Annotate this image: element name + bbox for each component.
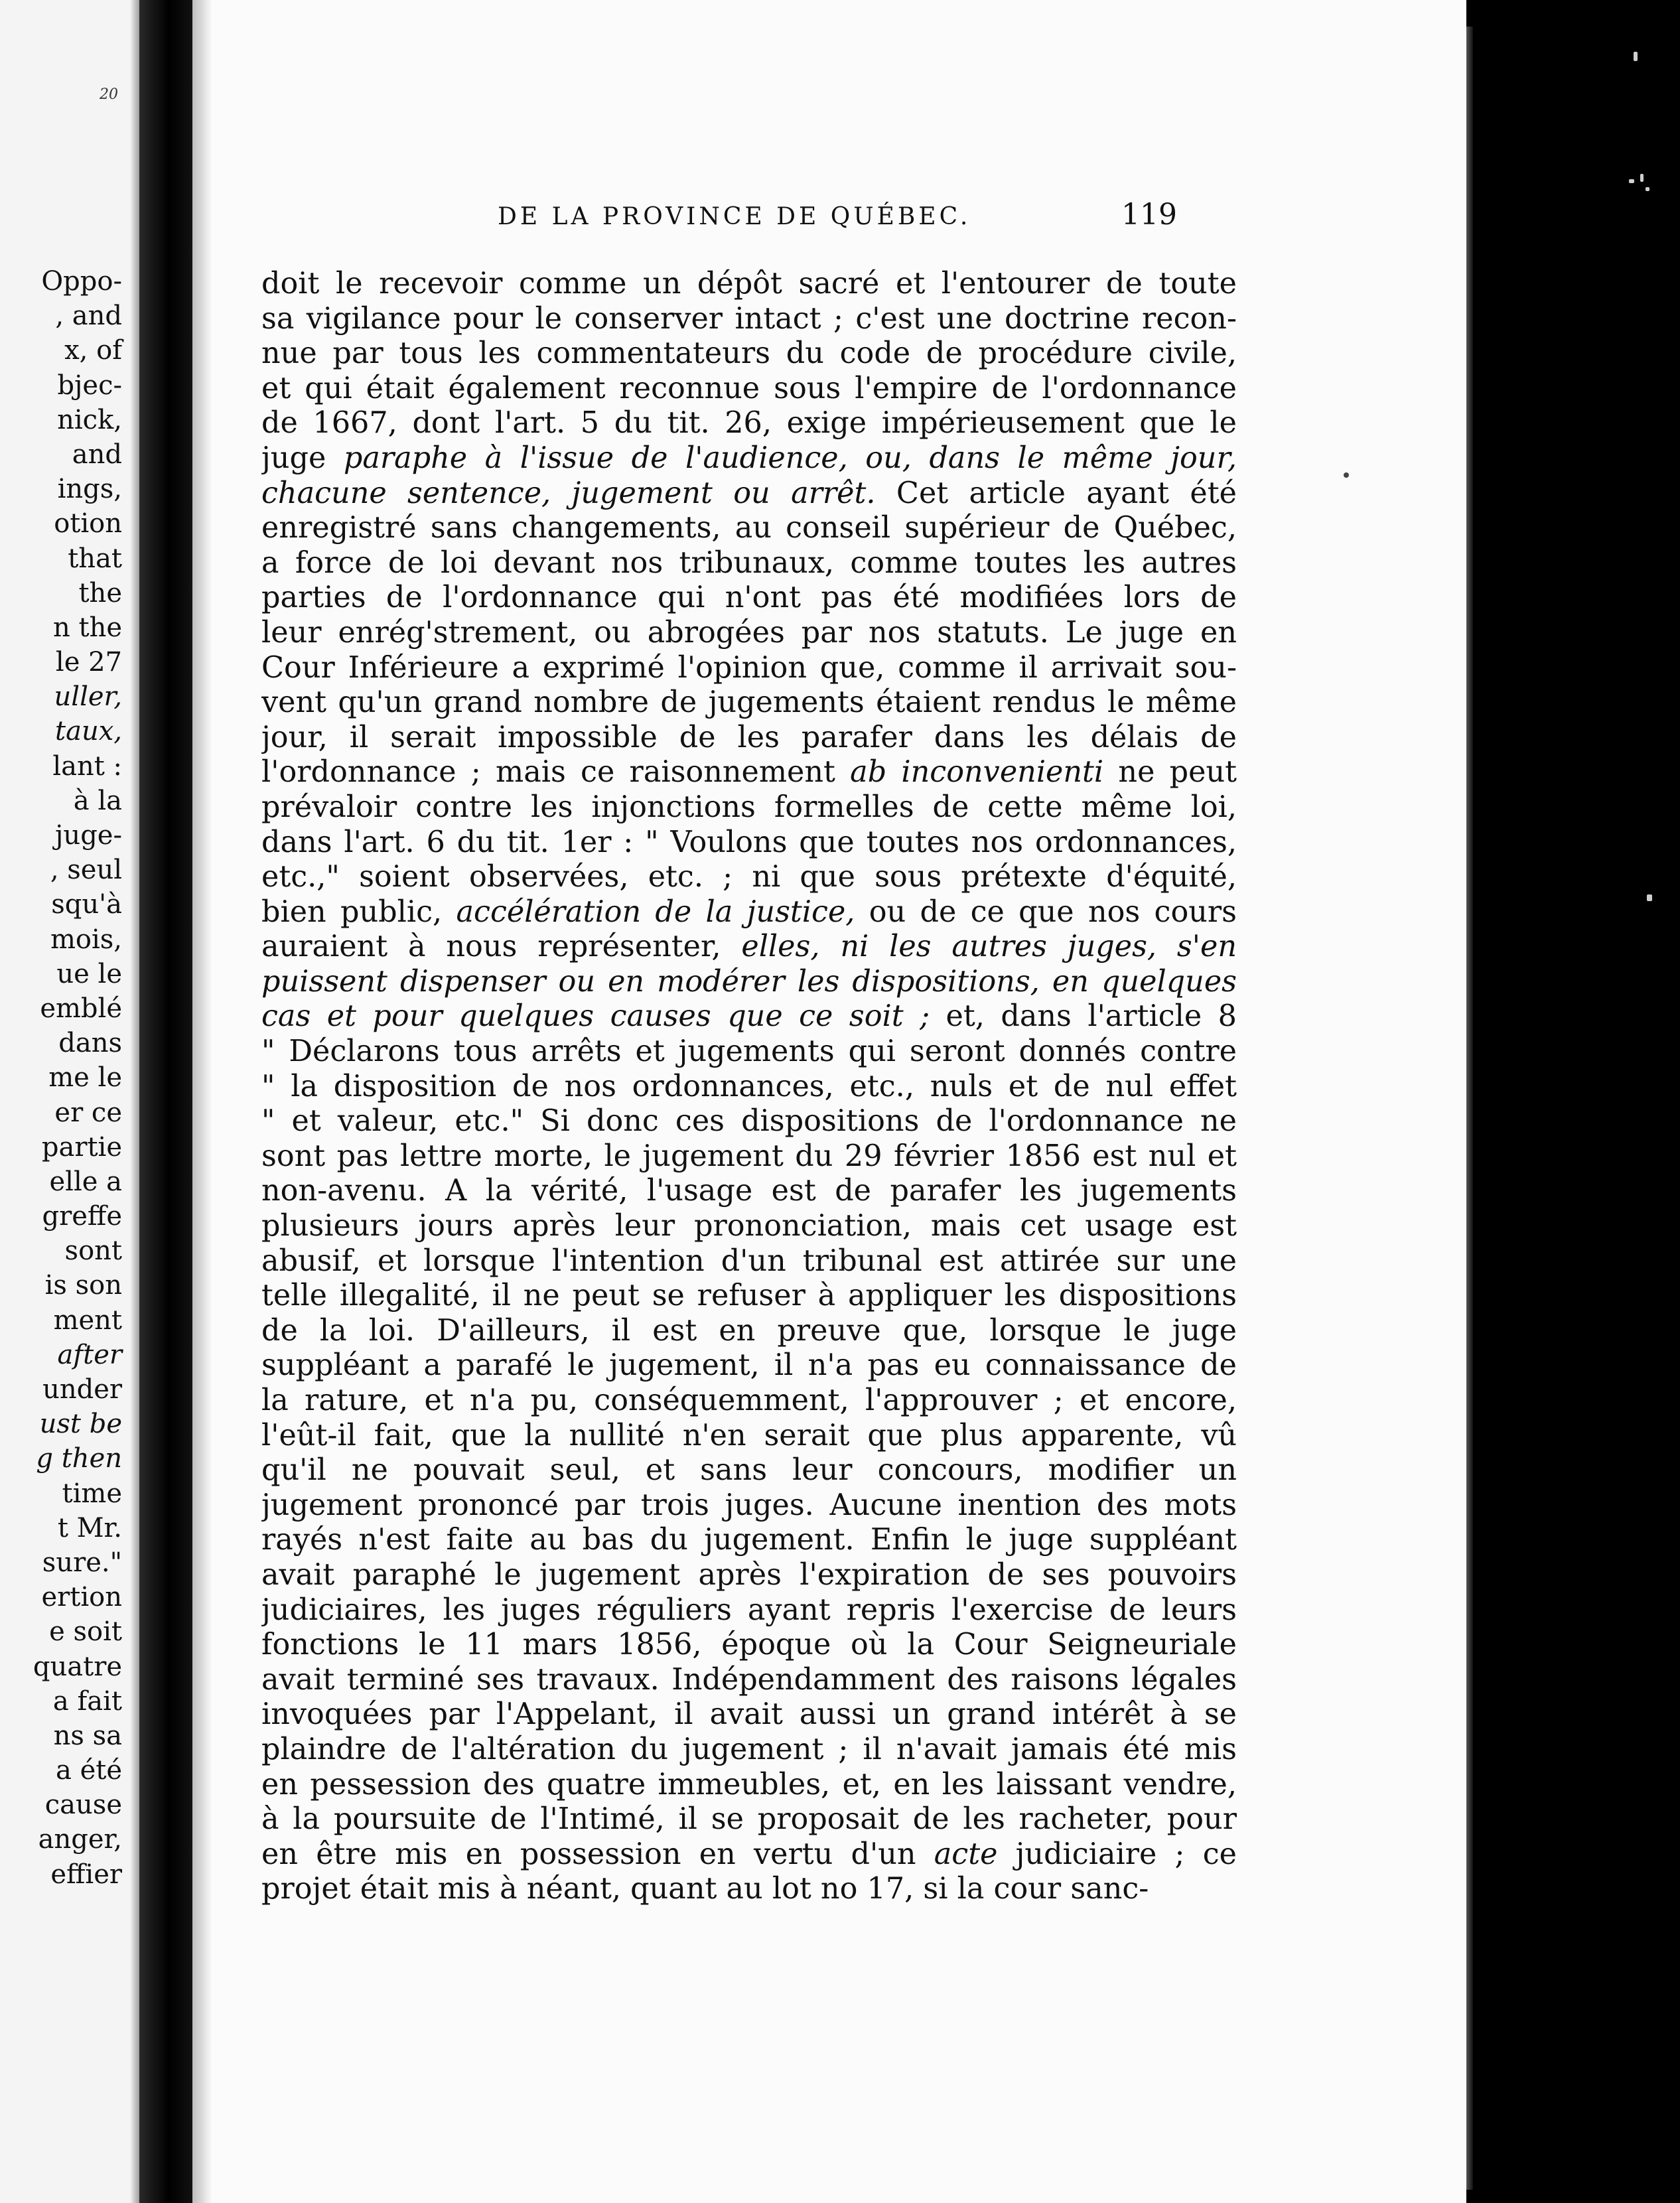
text-line <box>261 406 1237 441</box>
right-scanner-board <box>1466 0 1680 2203</box>
text-line <box>261 1034 1237 1070</box>
text-span: rayés n'est faite au bas du jugement. Enfin le juge suppléant <box>261 1523 1237 1557</box>
text-span: et, dans l'article 8 <box>930 999 1237 1034</box>
text-line <box>261 1139 1237 1174</box>
left-page-line: le 27 <box>55 647 122 678</box>
left-page-text-column <box>0 264 122 1892</box>
left-page-edge-shadow <box>130 0 139 2203</box>
left-page-line: taux, <box>55 716 122 747</box>
text-span: sont pas lettre morte, le jugement du 29 février 1856 est nul et <box>261 1139 1237 1173</box>
text-line <box>261 1558 1237 1593</box>
text-line <box>261 1488 1237 1524</box>
left-page-line: me le <box>48 1062 122 1094</box>
text-line <box>261 1244 1237 1279</box>
left-page-line: g then <box>36 1443 122 1474</box>
left-page-line: a fait <box>52 1685 122 1717</box>
text-span: leur enrég'strement, ou abrogées par nos statuts. Le juge en <box>261 615 1237 650</box>
left-page-line: and <box>72 439 122 470</box>
text-span: de la loi. D'ailleurs, il est en preuve que, lorsque le juge <box>261 1313 1237 1348</box>
text-line <box>261 860 1237 895</box>
text-span: " et valeur, etc." Si donc ces dispositions de l'ordonnance ne <box>261 1104 1237 1139</box>
text-line <box>261 302 1237 337</box>
left-page-mark: 20 <box>100 86 118 103</box>
board-edge-strip <box>1466 27 1473 2190</box>
text-line <box>261 1419 1237 1454</box>
text-line <box>261 965 1237 1000</box>
text-span: ne peut <box>1103 755 1237 790</box>
page-inner-shadow <box>192 0 212 2203</box>
text-span: avait paraphé le jugement après l'expiration de ses pouvoirs <box>261 1557 1237 1592</box>
text-span: invoquées par l'Appelant, il avait aussi un grand intérêt à se <box>261 1697 1237 1732</box>
text-line <box>261 721 1237 756</box>
text-line <box>261 1663 1237 1698</box>
text-line <box>261 267 1237 302</box>
board-speck <box>1645 187 1649 191</box>
text-span: bien public, <box>261 894 456 929</box>
left-page-line: ust be <box>39 1409 122 1440</box>
text-span: projet était mis à néant, quant au lot no 17, si la cour sanc- <box>261 1872 1149 1906</box>
left-page-line: er ce <box>54 1097 122 1128</box>
text-span: a force de loi devant nos tribunaux, comme toutes les autres <box>261 545 1237 580</box>
text-span: judiciaires, les juges réguliers ayant repris l'exercise de leurs <box>261 1593 1237 1627</box>
text-line <box>261 1348 1237 1384</box>
book-gutter <box>139 0 192 2203</box>
text-span: avait terminé ses travaux. Indépendamment des raisons légales <box>261 1662 1237 1697</box>
text-span: l'ordonnance ; mais ce raisonnement <box>261 755 851 790</box>
left-page-line: à la <box>73 785 122 816</box>
left-page-line: greffe <box>42 1201 122 1232</box>
text-line <box>261 441 1237 476</box>
left-page-line: juge- <box>55 820 122 851</box>
text-line <box>261 616 1237 651</box>
left-page-line: mois, <box>50 924 122 955</box>
text-line <box>261 1628 1237 1663</box>
text-line <box>261 581 1237 616</box>
left-facing-page <box>0 0 139 2203</box>
left-page-line: n the <box>53 612 122 643</box>
left-page-line: a été <box>56 1755 122 1786</box>
left-page-line: uller, <box>54 681 122 713</box>
text-span: l'eût-il fait, que la nullité n'en serait que plus apparente, vû <box>261 1418 1237 1453</box>
text-span: plaindre de l'altération du jugement ; il n'avait jamais été mis <box>261 1732 1237 1766</box>
left-page-line: x, of <box>64 335 122 366</box>
text-span: jugement prononcé par trois juges. Aucune inention des mots <box>261 1488 1237 1522</box>
board-speck <box>1640 174 1644 182</box>
text-line <box>261 511 1237 546</box>
left-page-line: partie <box>41 1131 122 1163</box>
italic-text-span: paraphe à l'issue de l'audience, ou, dans le même jour, <box>343 441 1237 475</box>
left-page-line: nick, <box>57 404 122 435</box>
text-line <box>261 1384 1237 1419</box>
text-line <box>261 1802 1237 1837</box>
left-page-line: t Mr. <box>57 1512 122 1543</box>
page-number: 119 <box>1121 198 1177 232</box>
text-line <box>261 895 1237 930</box>
text-line <box>261 1070 1237 1105</box>
text-line <box>261 476 1237 512</box>
left-page-line: emblé <box>40 993 122 1024</box>
italic-text-span: ab inconvenienti <box>850 755 1104 790</box>
italic-text-span: cas et pour quelques causes que ce soit ; <box>261 999 930 1034</box>
italic-text-span: chacune sentence, jugement ou arrêt. <box>261 476 876 510</box>
left-page-line: ertion <box>41 1582 122 1613</box>
text-line <box>261 651 1237 686</box>
left-page-line: that <box>68 543 122 574</box>
text-span: jour, il serait impossible de les parafer dans les délais de <box>261 720 1237 754</box>
italic-text-span: puissent dispenser ou en modérer les dispositions, en quelques <box>261 964 1237 999</box>
text-span: doit le recevoir comme un dépôt sacré et l'entourer de toute <box>261 267 1237 301</box>
text-span: " Déclarons tous arrêts et jugements qui seront donnés contre <box>261 1034 1237 1069</box>
text-span: non-avenu. A la vérité, l'usage est de parafer les jugements <box>261 1174 1237 1208</box>
text-span: auraient à nous représenter, <box>261 930 742 964</box>
text-span: vent qu'un grand nombre de jugements étaient rendus le même <box>261 685 1237 720</box>
text-span: qu'il ne pouvait seul, et sans leur concours, modifier un <box>261 1453 1237 1488</box>
text-span: enregistré sans changements, au conseil supérieur de Québec, <box>261 511 1237 545</box>
italic-text-span: elles, ni les autres juges, s'en <box>741 930 1237 964</box>
text-line <box>261 546 1237 581</box>
left-page-line: time <box>62 1478 122 1509</box>
board-speck <box>1647 894 1652 901</box>
text-span: en pessession des quatre immeubles, et, en les laissant vendre, <box>261 1767 1237 1802</box>
text-span: telle illegalité, il ne peut se refuser à appliquer les dispositions <box>261 1279 1237 1313</box>
text-span: plusieurs jours après leur prononciation, mais cet usage est <box>261 1209 1237 1244</box>
text-span: " la disposition de nos ordonnances, etc., nuls et de nul effet <box>261 1069 1237 1103</box>
left-page-line: ings, <box>57 474 122 505</box>
left-page-line: sure." <box>42 1547 122 1578</box>
text-line <box>261 1523 1237 1558</box>
text-line <box>261 755 1237 790</box>
text-line <box>261 1697 1237 1733</box>
left-page-line: , and <box>55 301 122 332</box>
left-page-line: the <box>78 577 122 608</box>
italic-text-span: acte <box>934 1837 998 1871</box>
text-line <box>261 1314 1237 1349</box>
text-span: la rature, et n'a pu, conséquemment, l'approuver ; et encore, <box>261 1384 1237 1417</box>
left-page-line: bjec- <box>57 370 122 401</box>
text-span: Cour Inférieure a exprimé l'opinion que, comme il arrivait sou- <box>261 650 1237 685</box>
text-span: judiciaire ; ce <box>997 1837 1237 1871</box>
running-head: DE LA PROVINCE DE QUÉBEC. <box>498 203 971 230</box>
text-span: juge <box>261 441 344 475</box>
text-span: à la poursuite de l'Intimé, il se proposait de les racheter, pour <box>261 1802 1237 1837</box>
text-line <box>261 790 1237 825</box>
left-page-line: is son <box>44 1270 122 1301</box>
board-speck <box>1634 52 1638 61</box>
text-line <box>261 336 1237 372</box>
text-line <box>261 1872 1237 1907</box>
left-page-line: , seul <box>50 855 122 886</box>
text-span: sa vigilance pour le conserver intact ; c'est une doctrine recon- <box>261 301 1237 336</box>
italic-text-span: accélération de la justice, <box>456 894 855 929</box>
text-line <box>261 1279 1237 1314</box>
left-page-line: ue le <box>56 958 122 989</box>
left-page-line: squ'à <box>51 889 122 920</box>
text-line <box>261 1837 1237 1873</box>
margin-speck <box>1344 472 1349 478</box>
left-page-line: anger, <box>38 1824 122 1855</box>
left-page-line: after <box>57 1339 122 1370</box>
text-line <box>261 825 1237 861</box>
left-page-line: ns sa <box>53 1720 122 1751</box>
text-line <box>261 1174 1237 1209</box>
left-page-line: Oppo- <box>41 266 122 297</box>
text-line <box>261 999 1237 1034</box>
text-span: parties de l'ordonnance qui n'ont pas été modifiées lors de <box>261 581 1237 615</box>
text-span: prévaloir contre les injonctions formelles de cette même loi, <box>261 790 1237 824</box>
text-line <box>261 1104 1237 1139</box>
text-line <box>261 372 1237 407</box>
text-line <box>261 1768 1237 1803</box>
text-span: fonctions le 11 mars 1856, époque où la Cour Seigneuriale <box>261 1628 1237 1662</box>
text-line <box>261 930 1237 965</box>
board-speck <box>1629 179 1634 183</box>
text-span: en être mis en possession en vertu d'un <box>261 1837 934 1871</box>
text-line <box>261 1593 1237 1628</box>
left-page-line: elle a <box>49 1166 122 1197</box>
left-page-line: quatre <box>33 1651 122 1682</box>
text-span: de 1667, dont l'art. 5 du tit. 26, exige impérieusement que le <box>261 406 1237 441</box>
left-page-line: cause <box>44 1790 122 1821</box>
left-page-line: lant : <box>52 750 122 782</box>
main-page <box>192 0 1466 2203</box>
text-span: abusif, et lorsque l'intention d'un tribunal est attirée sur une <box>261 1244 1237 1278</box>
left-page-line: ment <box>53 1305 122 1336</box>
text-line <box>261 1733 1237 1768</box>
left-page-line: effier <box>50 1859 122 1890</box>
text-span: et qui était également reconnue sous l'empire de l'ordonnance <box>261 371 1237 405</box>
text-line <box>261 1209 1237 1244</box>
left-page-line: under <box>42 1374 122 1405</box>
text-line <box>261 685 1237 721</box>
text-span: suppléant a parafé le jugement, il n'a pas eu connaissance de <box>261 1348 1237 1383</box>
left-page-line: e soit <box>49 1616 122 1648</box>
text-line <box>261 1453 1237 1488</box>
text-span: nue par tous les commentateurs du code de procédure civile, <box>261 336 1237 371</box>
body-text <box>261 267 1237 1907</box>
text-span: ou de ce que nos cours <box>855 894 1237 929</box>
text-span: etc.," soient observées, etc. ; ni que sous prétexte d'équité, <box>261 860 1237 894</box>
text-span: dans l'art. 6 du tit. 1er : " Voulons que toutes nos ordonnances, <box>261 825 1237 859</box>
left-page-line: dans <box>58 1028 122 1059</box>
left-page-line: otion <box>54 508 122 539</box>
left-page-line: sont <box>64 1236 122 1267</box>
text-span: Cet article ayant été <box>875 476 1237 510</box>
